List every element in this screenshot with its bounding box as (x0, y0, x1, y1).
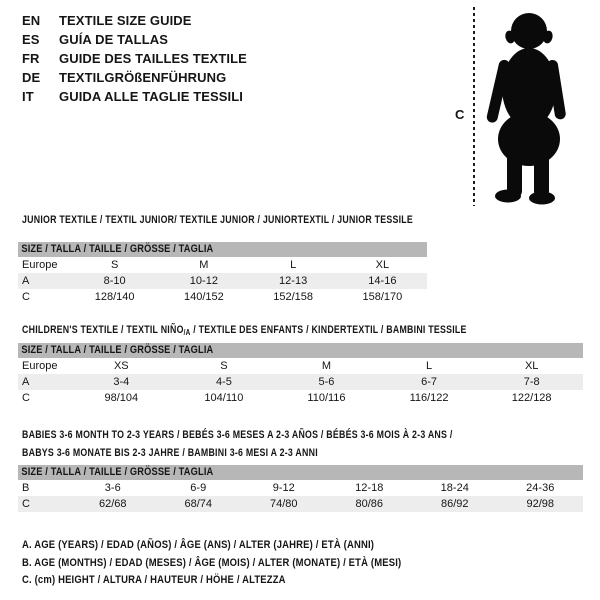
cell: 74/80 (269, 498, 298, 510)
cell: 110/116 (307, 392, 346, 404)
table-row (18, 358, 583, 374)
cell: 10-12 (189, 275, 218, 287)
lang-label: GUIDE DES TAILLES TEXTILE (59, 51, 247, 66)
cell: L (426, 360, 433, 372)
title-subscript: /A (183, 328, 191, 337)
cell: 80/86 (355, 498, 384, 510)
cell: 158/170 (362, 291, 403, 303)
cell: S (220, 360, 228, 372)
table-row (18, 289, 427, 305)
cell: 24-36 (526, 482, 555, 494)
cell: 104/110 (204, 392, 244, 404)
lang-label: TEXTILGRÖßENFÜHRUNG (59, 70, 227, 85)
lang-label: GUIDA ALLE TAGLIE TESSILI (59, 89, 244, 104)
childrens-size-table (18, 343, 583, 406)
baby-silhouette-icon (482, 6, 574, 206)
babies-table-title (22, 427, 453, 462)
table-row (18, 390, 583, 406)
cell: 7-8 (523, 376, 540, 388)
title-line: BABYS 3-6 MONATE BIS 2-3 JAHRE / BAMBINI 3-6 MESI A 2-3 ANNI (22, 446, 318, 459)
lang-label: GUÍA DE TALLAS (59, 32, 169, 47)
cell: 5-6 (318, 376, 335, 388)
lang-code: FR (22, 51, 40, 66)
row-label: A (22, 376, 30, 388)
footnote-c: C. (cm) HEIGHT / ALTURA / HAUTEUR / HÖHE / ALTEZZA (22, 574, 286, 586)
cell: S (110, 259, 119, 271)
cell: 122/128 (511, 392, 552, 404)
cell: 8-10 (103, 275, 126, 287)
size-header-bar (18, 242, 427, 257)
cell: 12-18 (355, 482, 384, 494)
cell: 3-6 (104, 482, 121, 494)
cell: 98/104 (104, 392, 139, 404)
cell: 140/152 (183, 291, 224, 303)
babies-size-table (18, 465, 583, 512)
cell: 6-9 (190, 482, 207, 494)
title-part: / TEXTILE DES ENFANTS / KINDERTEXTIL / BAMBINI TESSILE (190, 324, 467, 336)
cell: 128/140 (94, 291, 135, 303)
row-label: Europe (22, 360, 58, 372)
cell: M (321, 360, 332, 372)
junior-table-title: JUNIOR TEXTILE / TEXTIL JUNIOR/ TEXTILE JUNIOR / JUNIORTEXTIL / JUNIOR TESSILE (22, 214, 413, 226)
footnote-b: B. AGE (MONTHS) / EDAD (MESES) / ÂGE (MOIS) / ALTER (MONATE) / ETÀ (MESI) (22, 556, 402, 569)
row-label: A (22, 275, 30, 287)
junior-size-table (18, 242, 427, 305)
lang-row-de (22, 68, 247, 87)
lang-label: TEXTILE SIZE GUIDE (59, 13, 192, 28)
childrens-table-title (22, 324, 467, 339)
table-row (18, 480, 583, 496)
size-header-bar (18, 343, 583, 358)
size-header-bar (18, 465, 583, 480)
cell: 86/92 (440, 498, 469, 510)
language-title-list (22, 11, 247, 106)
title-part: CHILDREN'S TEXTILE / TEXTIL NIÑO (22, 324, 184, 336)
cell: 6-7 (421, 376, 438, 388)
row-label: C (22, 291, 30, 303)
cell: 3-4 (113, 376, 130, 388)
table-row (18, 257, 427, 273)
lang-row-it (22, 87, 247, 106)
lang-row-fr (22, 49, 247, 68)
cell: XS (113, 360, 129, 372)
lang-code: EN (22, 13, 41, 28)
size-header-text: SIZE / TALLA / TAILLE / GRÖSSE / TAGLIA (21, 344, 214, 356)
cell: 18-24 (440, 482, 469, 494)
cell: XL (524, 360, 539, 372)
lang-row-es (22, 30, 247, 49)
lang-code: ES (22, 32, 40, 47)
cell: 68/74 (184, 498, 213, 510)
row-label: C (22, 498, 30, 510)
row-label: Europe (22, 259, 58, 271)
cell: 152/158 (273, 291, 313, 303)
size-header-text: SIZE / TALLA / TAILLE / GRÖSSE / TAGLIA (21, 243, 214, 255)
cell: 12-13 (279, 275, 308, 287)
cell: 14-16 (368, 275, 397, 287)
row-label: B (22, 482, 30, 494)
cell: L (290, 259, 297, 271)
lang-code: DE (22, 70, 41, 85)
table-row (18, 496, 583, 512)
cell: XL (375, 259, 390, 271)
cell: 116/122 (409, 392, 449, 404)
height-measure-dotted-line (473, 7, 475, 206)
footnote-a: A. AGE (YEARS) / EDAD (AÑOS) / ÂGE (ANS) / ALTER (JAHRE) / ETÀ (ANNI) (22, 539, 375, 551)
cell: 62/68 (98, 498, 127, 510)
lang-code: IT (22, 89, 34, 104)
size-header-text: SIZE / TALLA / TAILLE / GRÖSSE / TAGLIA (21, 466, 214, 478)
table-row (18, 273, 427, 289)
lang-row-en (22, 11, 247, 30)
title-line: BABIES 3-6 MONTH TO 2-3 YEARS / BEBÉS 3-6 MESES A 2-3 AÑOS / BÉBÉS 3-6 MOIS À 2-3 ANS / (22, 429, 453, 441)
cell: 9-12 (272, 482, 295, 494)
cell: 92/98 (526, 498, 555, 510)
cell: 4-5 (215, 376, 232, 388)
row-label: C (22, 392, 30, 404)
table-row (18, 374, 583, 390)
height-measure-label: C (455, 107, 465, 122)
cell: M (199, 259, 209, 271)
footnotes (22, 537, 463, 590)
